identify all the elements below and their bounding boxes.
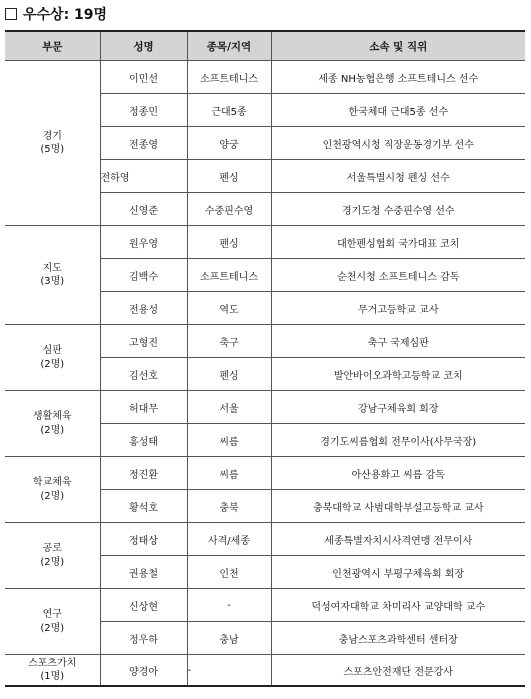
- event-cell: 수중핀수영: [187, 193, 271, 226]
- table-row: [5, 61, 525, 94]
- category-cell: [5, 589, 100, 655]
- affiliation-cell: 발안바이오과학고등학교 코치: [271, 358, 525, 391]
- event-cell: 축구: [187, 325, 271, 358]
- affiliation-cell: 한국체대 근대5종 선수: [271, 94, 525, 127]
- event-cell: 씨름: [187, 457, 271, 490]
- affiliation-cell: 충남스포츠과학센터 센터장: [271, 622, 525, 655]
- name-cell: 고형진: [100, 325, 187, 358]
- table-row: [5, 523, 525, 556]
- name-cell: 신영준: [100, 193, 187, 226]
- affiliation-cell: 강남구체육회 회장: [271, 391, 525, 424]
- event-cell: -: [187, 655, 271, 687]
- header-row: [5, 31, 525, 61]
- header-category: 부문: [5, 31, 100, 61]
- category-cell: [5, 457, 100, 523]
- name-cell: 정종민: [100, 94, 187, 127]
- name-cell: 이민선: [100, 61, 187, 94]
- category-label: 경기: [42, 130, 62, 142]
- category-count: (2명): [40, 622, 65, 634]
- name-cell: 홍성태: [100, 424, 187, 457]
- affiliation-cell: 충북대학교 사범대학부설고등학교 교사: [271, 490, 525, 523]
- name-cell: 황석호: [100, 490, 187, 523]
- table-row: [5, 589, 525, 622]
- name-cell: 전종영: [100, 127, 187, 160]
- header-affiliation: 소속 및 직위: [271, 31, 525, 61]
- category-count: (3명): [40, 276, 65, 287]
- affiliation-cell: 아산용화고 씨름 감독: [271, 457, 525, 490]
- event-cell: 펜싱: [187, 358, 271, 391]
- event-cell: 인천: [187, 556, 271, 589]
- name-cell: 권용철: [100, 556, 187, 589]
- event-cell: 양궁: [187, 127, 271, 160]
- header-name: 성명: [100, 31, 187, 61]
- affiliation-cell: 경기도씨름협회 전무이사(사무국장): [271, 424, 525, 457]
- category-label: 학교체육: [32, 477, 72, 488]
- category-label: 지도: [42, 262, 62, 274]
- category-label: 스포츠가치: [28, 657, 77, 669]
- name-cell: 김선호: [100, 358, 187, 391]
- event-cell: 펜싱: [187, 160, 271, 193]
- name-cell: 양경아: [100, 655, 187, 687]
- name-cell: 정진환: [100, 457, 187, 490]
- event-cell: 역도: [187, 292, 271, 325]
- name-cell: 전하영: [100, 160, 187, 193]
- event-cell: 소프트테니스: [187, 61, 271, 94]
- table-row: [5, 391, 525, 424]
- affiliation-cell: 순천시청 소프트테니스 감독: [271, 259, 525, 292]
- category-count: (5명): [40, 144, 65, 155]
- affiliation-cell: 세종 NH농협은행 소프트테니스 선수: [271, 61, 525, 94]
- name-cell: 허대무: [100, 391, 187, 424]
- event-cell: 씨름: [187, 424, 271, 457]
- event-cell: 펜싱: [187, 226, 271, 259]
- table-row: [5, 457, 525, 490]
- event-cell: 충북: [187, 490, 271, 523]
- table-row: [5, 325, 525, 358]
- category-cell: [5, 523, 100, 589]
- name-cell: 전용성: [100, 292, 187, 325]
- category-count: (2명): [40, 358, 65, 370]
- section-title-text: 우수상: 19명: [23, 7, 108, 23]
- event-cell: 근대5종: [187, 94, 271, 127]
- name-cell: 원우영: [100, 226, 187, 259]
- affiliation-cell: 무거고등학교 교사: [271, 292, 525, 325]
- name-cell: 정태상: [100, 523, 187, 556]
- affiliation-cell: 스포츠안전재단 전문강사: [271, 655, 525, 687]
- section-title: [5, 4, 107, 24]
- event-cell: -: [187, 589, 271, 622]
- category-cell: [5, 391, 100, 457]
- category-count: (2명): [40, 490, 65, 502]
- affiliation-cell: 세종특별자치시사격연맹 전무이사: [271, 523, 525, 556]
- category-count: (2명): [40, 424, 65, 436]
- event-cell: 충남: [187, 622, 271, 655]
- affiliation-cell: 인천광역시청 직장운동경기부 선수: [271, 127, 525, 160]
- header-event: 종목/지역: [187, 31, 271, 61]
- affiliation-cell: 경기도청 수중핀수영 선수: [271, 193, 525, 226]
- category-count: (1명): [40, 671, 65, 682]
- name-cell: 김백수: [100, 259, 187, 292]
- category-label: 연구: [42, 609, 62, 620]
- table-row: [5, 655, 525, 687]
- category-count: (2명): [40, 556, 65, 568]
- affiliation-cell: 대한펜싱협회 국가대표 코치: [271, 226, 525, 259]
- name-cell: 신상현: [100, 589, 187, 622]
- award-table: [5, 30, 525, 687]
- name-cell: 정우하: [100, 622, 187, 655]
- event-cell: 사격/세종: [187, 523, 271, 556]
- category-label: 공로: [42, 543, 62, 554]
- table-row: [5, 226, 525, 259]
- affiliation-cell: 서울특별시청 펜싱 선수: [271, 160, 525, 193]
- affiliation-cell: 덕성여자대학교 차미리사 교양대학 교수: [271, 589, 525, 622]
- affiliation-cell: 축구 국제심판: [271, 325, 525, 358]
- category-cell: [5, 325, 100, 391]
- category-label: 생활체육: [32, 411, 72, 422]
- affiliation-cell: 인천광역시 부평구체육회 회장: [271, 556, 525, 589]
- checkbox-square-icon: [5, 8, 17, 20]
- category-cell: [5, 226, 100, 325]
- category-cell: [5, 655, 100, 687]
- category-cell: [5, 61, 100, 226]
- event-cell: 서울: [187, 391, 271, 424]
- event-cell: 소프트테니스: [187, 259, 271, 292]
- category-label: 심판: [42, 345, 62, 356]
- table-body: [5, 61, 525, 687]
